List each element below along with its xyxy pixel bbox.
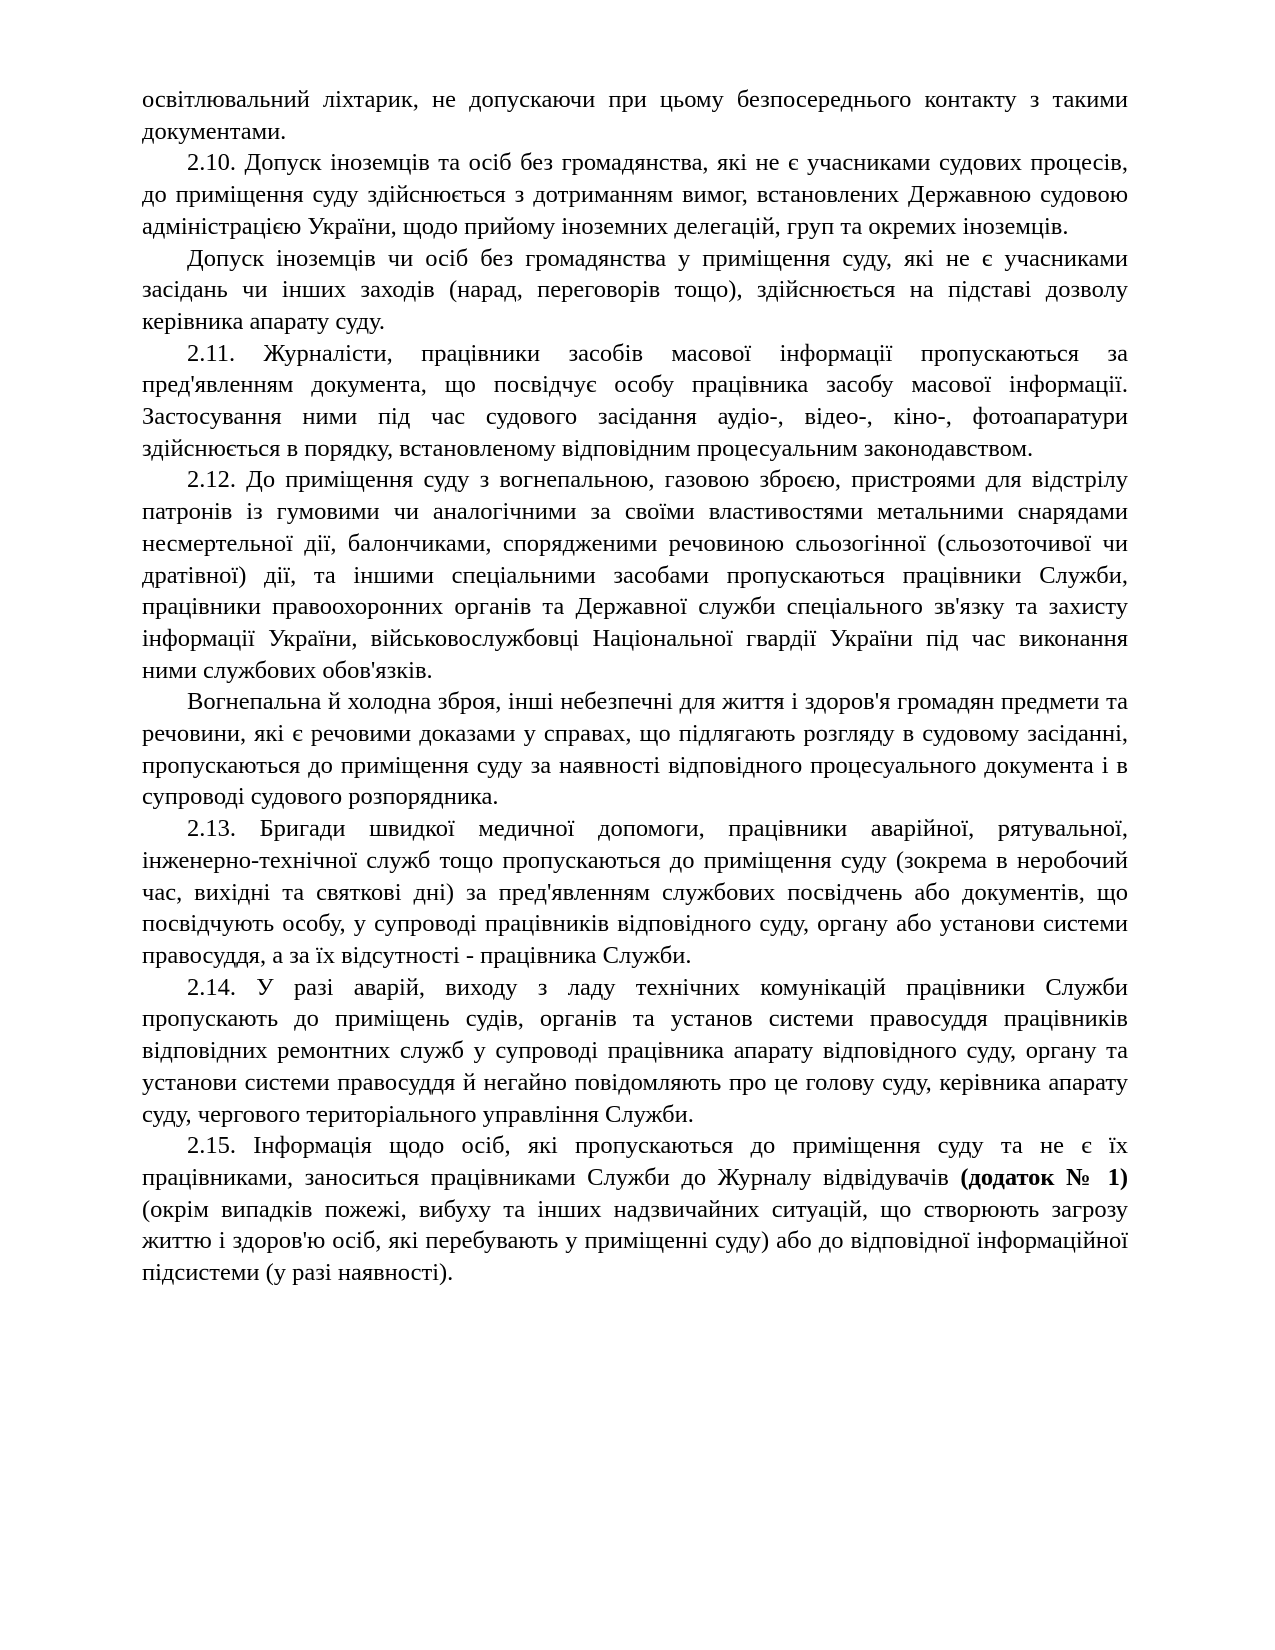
- paragraph-continuation: освітлювальний ліхтарик, не допускаючи при цьому безпосереднього контакту з такими документами.: [142, 86, 1128, 145]
- text-before: 2.15. Інформація щодо осіб, які пропускаються до приміщення суду та не є їх працівниками, заноситься працівниками Служби до Журналу відвідувачів: [142, 1132, 1128, 1191]
- text-after: (окрім випадків пожежі, вибуху та інших надзвичайних ситуацій, що створюють загрозу життю і здоров'ю осіб, які перебувають у приміщенні суду) або до відповідної інформаційної підсистеми (у разі наявності).: [142, 1195, 1128, 1287]
- paragraph-2-15: [142, 1130, 1128, 1289]
- appendix-reference: (додаток № 1): [960, 1163, 1128, 1191]
- paragraph-2-12: 2.12. До приміщення суду з вогнепальною, газовою зброєю, пристроями для відстрілу патронів із гумовими чи аналогічними за своїми властивостями метальними снарядами несмертельної дії, балончиками, спорядженими речовиною сльозогінної (сльозоточивої чи дратівної) дії, та іншими спеціальними засобами пропускаються працівники Служби, працівники правоохоронних органів та Державної служби спеціального зв'язку та захисту інформації України, військовослужбовці Національної гвардії України під час виконання ними службових обов'язків.: [142, 466, 1128, 684]
- paragraph-2-14: 2.14. У разі аварій, виходу з ладу технічних комунікацій працівники Служби пропускають до приміщень судів, органів та установ системи правосуддя працівників відповідних ремонтних служб у супроводі працівника апарату відповідного суду, органу та установи системи правосуддя й негайно повідомляють про це голову суду, керівника апарату суду, чергового територіального управління Служби.: [142, 973, 1128, 1128]
- paragraph-weapons-evidence: Вогнепальна й холодна зброя, інші небезпечні для життя і здоров'я громадян предмети та речовини, які є речовими доказами у справах, що підлягають розгляду в судовому засіданні, пропускаються до приміщення суду за наявності відповідного процесуального документа і в супроводі судового розпорядника.: [142, 688, 1128, 811]
- document-page: [142, 84, 1128, 1289]
- paragraph-2-10: 2.10. Допуск іноземців та осіб без громадянства, які не є учасниками судових процесів, до приміщення суду здійснюється з дотриманням вимог, встановлених Державною судовою адміністрацією України, щодо прийому іноземних делегацій, груп та окремих іноземців.: [142, 149, 1128, 240]
- paragraph-2-11: 2.11. Журналісти, працівники засобів масової інформації пропускаються за пред'явленням документа, що посвідчує особу працівника засобу масової інформації. Застосування ними під час судового засідання аудіо-, відео-, кіно-, фотоапаратури здійснюється в порядку, встановленому відповідним процесуальним законодавством.: [142, 339, 1128, 462]
- paragraph-2-13: 2.13. Бригади швидкої медичної допомоги, працівники аварійної, рятувальної, інженерно-технічної служб тощо пропускаються до приміщення суду (зокрема в неробочий час, вихідні та святкові дні) за пред'явленням службових посвідчень або документів, що посвідчують особу, у супроводі працівників відповідного суду, органу або установи системи правосуддя, а за їх відсутності - працівника Служби.: [142, 815, 1128, 969]
- paragraph-foreigners-admission: Допуск іноземців чи осіб без громадянства у приміщення суду, які не є учасниками засідань чи інших заходів (нарад, переговорів тощо), здійснюється на підставі дозволу керівника апарату суду.: [142, 244, 1128, 335]
